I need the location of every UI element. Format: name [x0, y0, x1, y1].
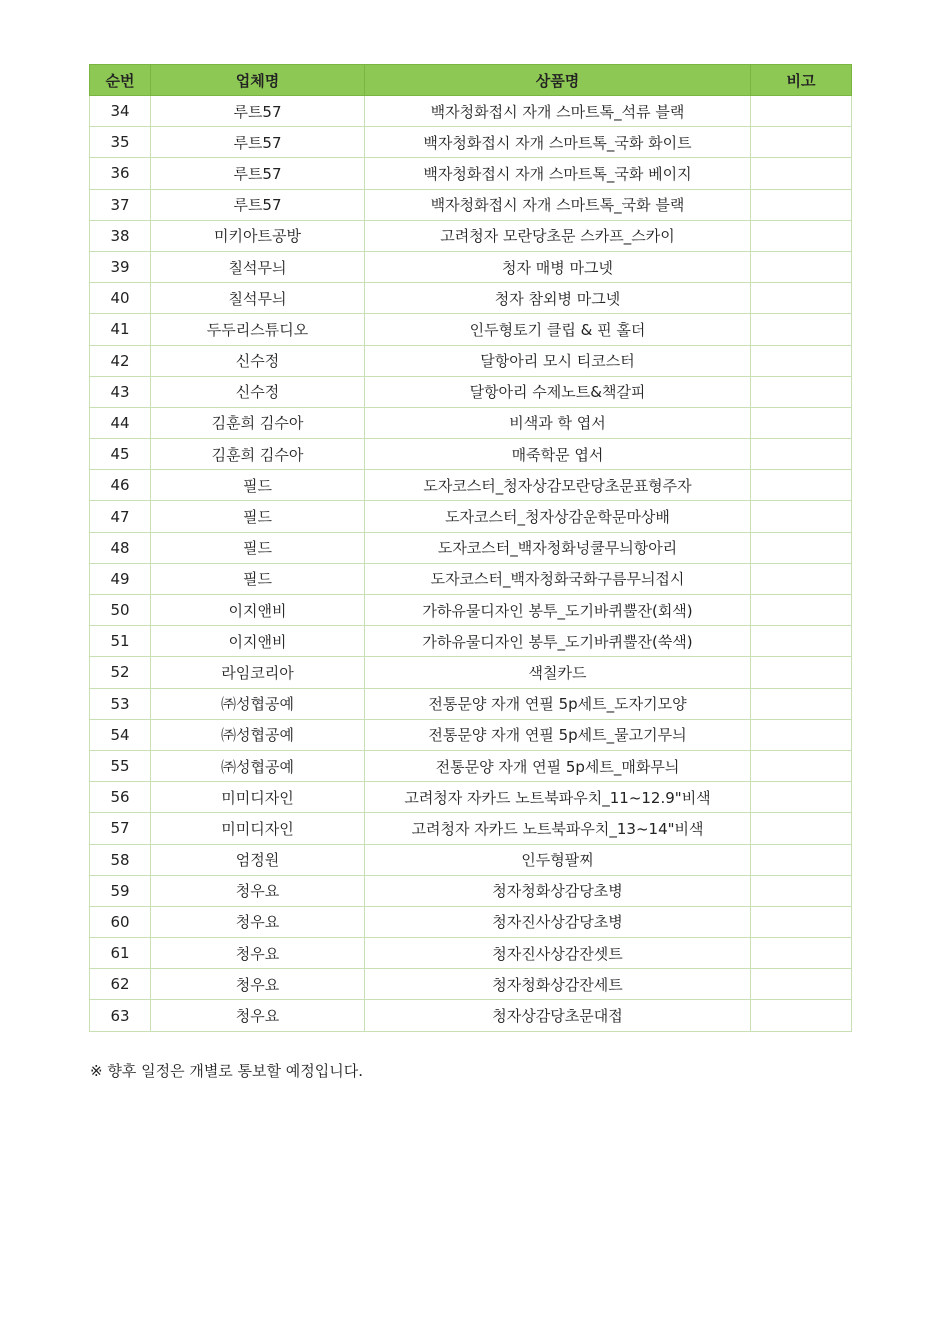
cell-product: 전통문양 자개 연필 5p세트_매화무늬	[365, 750, 751, 781]
cell-no: 50	[90, 595, 151, 626]
cell-no: 45	[90, 439, 151, 470]
table-row	[90, 750, 852, 781]
cell-company: 신수정	[151, 376, 365, 407]
cell-no: 63	[90, 1000, 151, 1031]
cell-company: 청우요	[151, 969, 365, 1000]
cell-product: 도자코스터_백자청화국화구름무늬접시	[365, 563, 751, 594]
cell-product: 청자진사상감당초병	[365, 906, 751, 937]
footnote: ※ 향후 일정은 개별로 통보할 예정입니다.	[90, 1062, 364, 1080]
cell-product: 백자청화접시 자개 스마트톡_석류 블랙	[365, 96, 751, 127]
cell-company: 청우요	[151, 1000, 365, 1031]
cell-product: 도자코스터_청자상감모란당초문표형주자	[365, 470, 751, 501]
cell-company: 이지앤비	[151, 595, 365, 626]
cell-no: 52	[90, 657, 151, 688]
table-row	[90, 1000, 852, 1031]
cell-company: 청우요	[151, 875, 365, 906]
cell-company: 미미디자인	[151, 813, 365, 844]
cell-no: 60	[90, 906, 151, 937]
cell-no: 47	[90, 501, 151, 532]
cell-no: 57	[90, 813, 151, 844]
table-row	[90, 626, 852, 657]
cell-note	[751, 844, 852, 875]
cell-note	[751, 875, 852, 906]
cell-note	[751, 657, 852, 688]
cell-note	[751, 439, 852, 470]
cell-note	[751, 345, 852, 376]
cell-no: 44	[90, 407, 151, 438]
header-company: 업체명	[151, 65, 365, 96]
cell-product: 인두형토기 클립 & 핀 홀더	[365, 314, 751, 345]
cell-company: 청우요	[151, 906, 365, 937]
cell-company: 필드	[151, 563, 365, 594]
cell-company: 루트57	[151, 158, 365, 189]
cell-company: 필드	[151, 470, 365, 501]
cell-no: 46	[90, 470, 151, 501]
table-row	[90, 688, 852, 719]
cell-no: 58	[90, 844, 151, 875]
table-row	[90, 407, 852, 438]
cell-company: 미미디자인	[151, 782, 365, 813]
table-row	[90, 969, 852, 1000]
cell-note	[751, 127, 852, 158]
cell-no: 43	[90, 376, 151, 407]
header-note: 비고	[751, 65, 852, 96]
table-row	[90, 470, 852, 501]
cell-product: 고려청자 모란당초문 스카프_스카이	[365, 220, 751, 251]
cell-product: 청자 참외병 마그넷	[365, 283, 751, 314]
table-row	[90, 501, 852, 532]
table-row	[90, 719, 852, 750]
cell-company: 신수정	[151, 345, 365, 376]
cell-no: 56	[90, 782, 151, 813]
cell-note	[751, 906, 852, 937]
cell-note	[751, 251, 852, 282]
cell-note	[751, 314, 852, 345]
table-row	[90, 532, 852, 563]
cell-company: 미키아트공방	[151, 220, 365, 251]
header-row	[90, 65, 852, 96]
cell-product: 백자청화접시 자개 스마트톡_국화 화이트	[365, 127, 751, 158]
product-table	[89, 64, 852, 1032]
cell-note	[751, 782, 852, 813]
table-row	[90, 345, 852, 376]
cell-no: 61	[90, 938, 151, 969]
table-row	[90, 127, 852, 158]
cell-company: 칠석무늬	[151, 251, 365, 282]
cell-company: 두두리스튜디오	[151, 314, 365, 345]
table-row	[90, 813, 852, 844]
cell-no: 35	[90, 127, 151, 158]
cell-no: 41	[90, 314, 151, 345]
table-row	[90, 314, 852, 345]
table-row	[90, 906, 852, 937]
cell-company: 김훈희 김수아	[151, 407, 365, 438]
cell-company: 라임코리아	[151, 657, 365, 688]
cell-no: 38	[90, 220, 151, 251]
cell-company: 이지앤비	[151, 626, 365, 657]
table-row	[90, 376, 852, 407]
cell-company: 루트57	[151, 189, 365, 220]
table-body	[90, 96, 852, 1032]
table-row	[90, 220, 852, 251]
cell-note	[751, 220, 852, 251]
table-row	[90, 158, 852, 189]
cell-product: 달항아리 수제노트&책갈피	[365, 376, 751, 407]
cell-no: 51	[90, 626, 151, 657]
cell-product: 인두형팔찌	[365, 844, 751, 875]
cell-note	[751, 813, 852, 844]
cell-company: 칠석무늬	[151, 283, 365, 314]
cell-product: 달항아리 모시 티코스터	[365, 345, 751, 376]
cell-company: 루트57	[151, 127, 365, 158]
cell-note	[751, 1000, 852, 1031]
cell-note	[751, 626, 852, 657]
cell-no: 59	[90, 875, 151, 906]
cell-product: 백자청화접시 자개 스마트톡_국화 베이지	[365, 158, 751, 189]
table-row	[90, 563, 852, 594]
table-row	[90, 938, 852, 969]
cell-product: 고려청자 자카드 노트북파우치_13~14"비색	[365, 813, 751, 844]
cell-product: 백자청화접시 자개 스마트톡_국화 블랙	[365, 189, 751, 220]
table-row	[90, 875, 852, 906]
cell-no: 49	[90, 563, 151, 594]
cell-no: 34	[90, 96, 151, 127]
cell-no: 54	[90, 719, 151, 750]
cell-no: 53	[90, 688, 151, 719]
cell-no: 62	[90, 969, 151, 1000]
cell-note	[751, 470, 852, 501]
table-row	[90, 657, 852, 688]
cell-company: 필드	[151, 532, 365, 563]
cell-product: 비색과 학 엽서	[365, 407, 751, 438]
cell-product: 색칠카드	[365, 657, 751, 688]
cell-note	[751, 376, 852, 407]
cell-note	[751, 688, 852, 719]
cell-note	[751, 563, 852, 594]
cell-product: 가하유물디자인 봉투_도기바퀴뿔잔(쑥색)	[365, 626, 751, 657]
cell-no: 55	[90, 750, 151, 781]
cell-no: 39	[90, 251, 151, 282]
cell-note	[751, 96, 852, 127]
cell-note	[751, 938, 852, 969]
table-row	[90, 96, 852, 127]
table-row	[90, 189, 852, 220]
cell-product: 고려청자 자카드 노트북파우치_11~12.9"비색	[365, 782, 751, 813]
cell-product: 청자상감당초문대접	[365, 1000, 751, 1031]
cell-product: 가하유물디자인 봉투_도기바퀴뿔잔(회색)	[365, 595, 751, 626]
cell-note	[751, 532, 852, 563]
cell-company: 루트57	[151, 96, 365, 127]
cell-note	[751, 501, 852, 532]
cell-company: ㈜성협공예	[151, 719, 365, 750]
cell-no: 42	[90, 345, 151, 376]
cell-product: 전통문양 자개 연필 5p세트_도자기모양	[365, 688, 751, 719]
cell-company: 필드	[151, 501, 365, 532]
table-row	[90, 251, 852, 282]
cell-product: 전통문양 자개 연필 5p세트_물고기무늬	[365, 719, 751, 750]
cell-note	[751, 407, 852, 438]
cell-note	[751, 158, 852, 189]
cell-product: 청자진사상감잔셋트	[365, 938, 751, 969]
cell-no: 36	[90, 158, 151, 189]
table-row	[90, 283, 852, 314]
cell-company: 청우요	[151, 938, 365, 969]
header-product: 상품명	[365, 65, 751, 96]
cell-note	[751, 595, 852, 626]
cell-company: 엄정원	[151, 844, 365, 875]
table-row	[90, 844, 852, 875]
cell-no: 40	[90, 283, 151, 314]
cell-note	[751, 969, 852, 1000]
cell-no: 37	[90, 189, 151, 220]
table-row	[90, 595, 852, 626]
table-row	[90, 782, 852, 813]
cell-note	[751, 189, 852, 220]
table-row	[90, 439, 852, 470]
cell-no: 48	[90, 532, 151, 563]
table-header	[90, 65, 852, 96]
cell-note	[751, 750, 852, 781]
cell-company: 김훈희 김수아	[151, 439, 365, 470]
cell-product: 청자청화상감잔세트	[365, 969, 751, 1000]
cell-note	[751, 283, 852, 314]
header-no: 순번	[90, 65, 151, 96]
cell-product: 청자 매병 마그넷	[365, 251, 751, 282]
cell-note	[751, 719, 852, 750]
cell-product: 매죽학문 엽서	[365, 439, 751, 470]
cell-company: ㈜성협공예	[151, 688, 365, 719]
cell-product: 청자청화상감당초병	[365, 875, 751, 906]
cell-product: 도자코스터_청자상감운학문마상배	[365, 501, 751, 532]
cell-company: ㈜성협공예	[151, 750, 365, 781]
cell-product: 도자코스터_백자청화넝쿨무늬항아리	[365, 532, 751, 563]
